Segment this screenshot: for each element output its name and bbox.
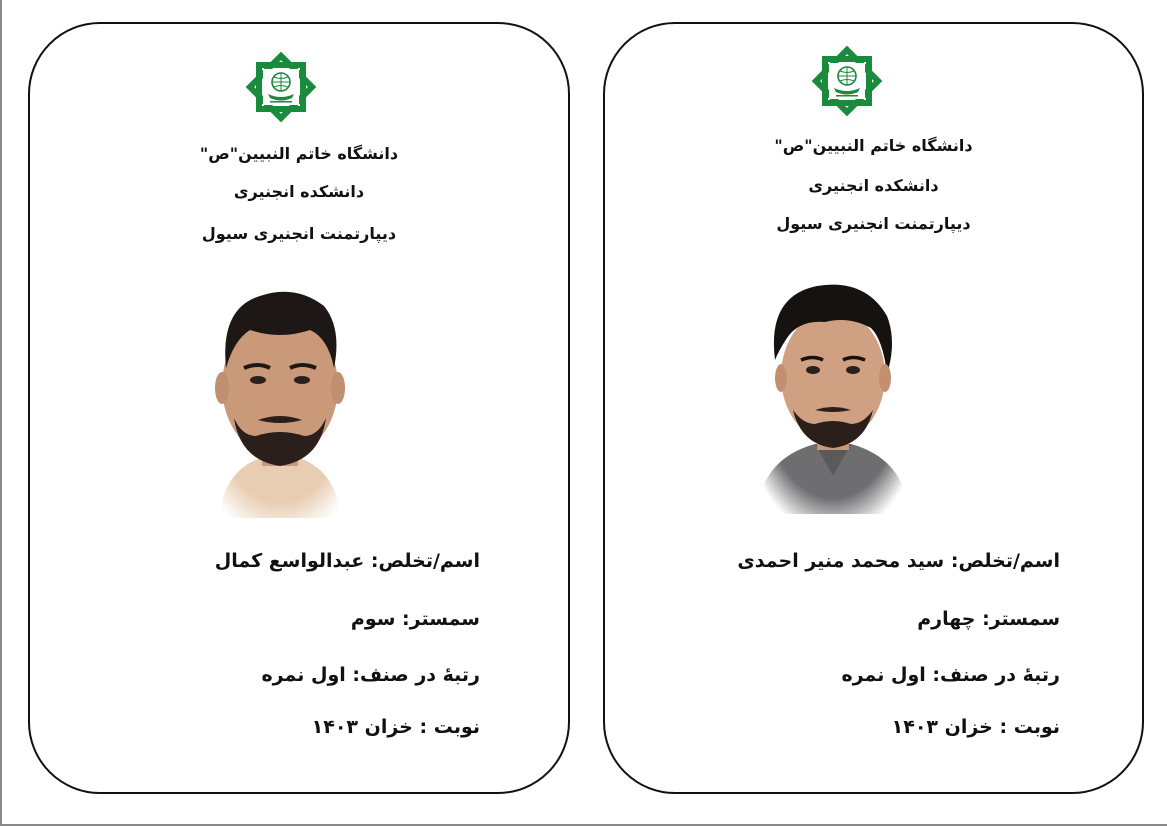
- student-card-1: [28, 22, 570, 794]
- student-name: اسم/تخلص: سید محمد منیر احمدی: [737, 550, 1060, 572]
- student-name: اسم/تخلص: عبدالواسع کمال: [214, 550, 480, 572]
- student-class-rank: رتبهٔ در صنف: اول نمره: [261, 664, 480, 686]
- department-name: دیپارتمنت انجنیری سیول: [201, 224, 397, 243]
- student-card-2: [603, 22, 1144, 794]
- faculty-name: دانشکده انجنیری: [808, 176, 939, 195]
- department-name: دیپارتمنت انجنیری سیول: [776, 214, 971, 233]
- student-class-rank: رتبهٔ در صنف: اول نمره: [841, 664, 1060, 686]
- faculty-name: دانشکده انجنیری: [233, 182, 365, 201]
- student-semester: سمستر: چهارم: [917, 608, 1060, 630]
- student-photo: [753, 264, 913, 524]
- university-name: دانشگاه خاتم النبیین"ص": [774, 136, 973, 155]
- university-logo-icon: [801, 40, 893, 122]
- university-name: دانشگاه خاتم النبیین"ص": [199, 144, 399, 163]
- student-term: نوبت : خزان ۱۴۰۳: [311, 716, 480, 738]
- student-term: نوبت : خزان ۱۴۰۳: [891, 716, 1060, 738]
- student-photo: [200, 268, 360, 528]
- university-logo-icon: [235, 46, 327, 128]
- page-edge-left: [0, 0, 2, 826]
- student-semester: سمستر: سوم: [350, 608, 480, 630]
